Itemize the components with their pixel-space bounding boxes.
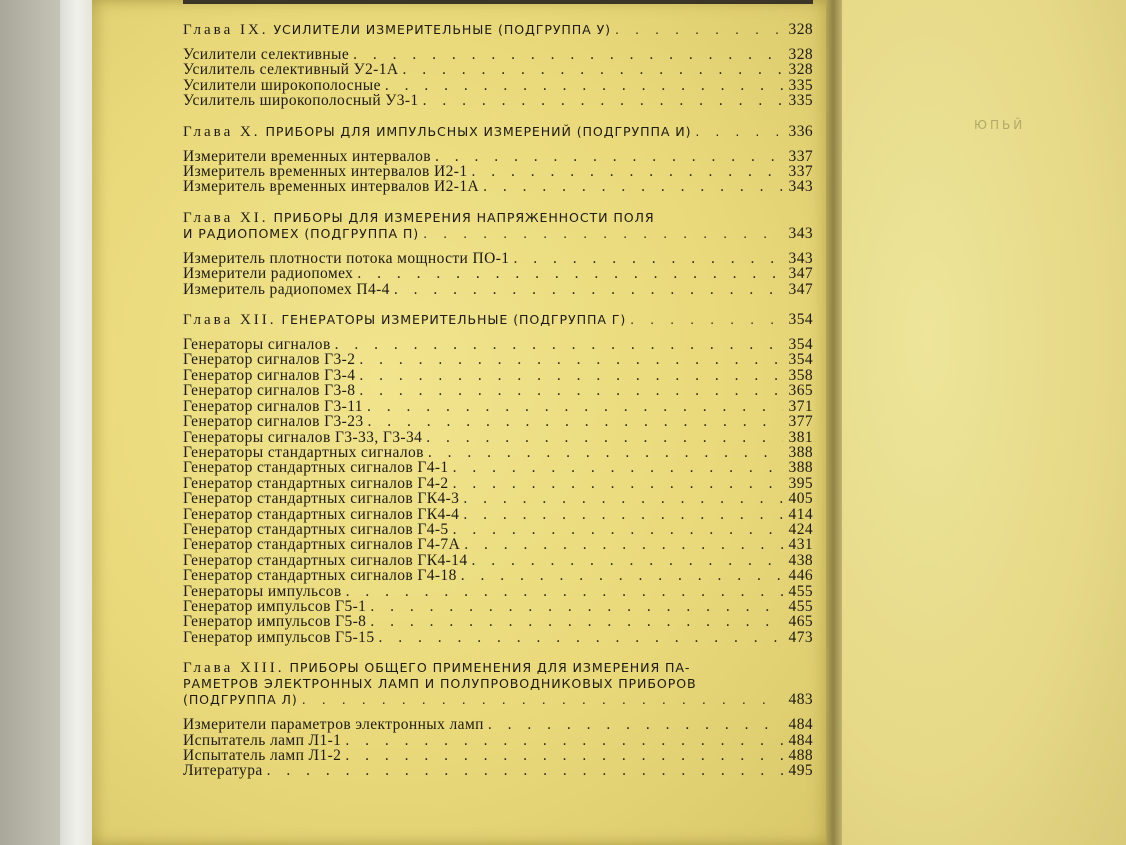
toc-entry-page-number: 431 <box>788 536 813 554</box>
toc-entry <box>183 522 813 537</box>
toc-entry-page-number: 381 <box>788 428 813 446</box>
toc-entry-page-number: 495 <box>788 762 813 780</box>
toc-entry-title: Испытатель ламп Л1-2 <box>183 747 342 764</box>
dot-leader <box>630 312 783 328</box>
toc-entry <box>183 414 813 429</box>
dot-leader <box>267 763 783 778</box>
toc-entry <box>183 553 813 568</box>
toc-entry <box>183 445 813 460</box>
toc-entry-page-number: 337 <box>788 163 813 181</box>
chapter-page-number: 343 <box>788 224 813 242</box>
toc-entry <box>183 251 813 266</box>
dot-leader <box>378 630 783 645</box>
chapter-title-text: ПРИБОРЫ ДЛЯ ИМПУЛЬСНЫХ ИЗМЕРЕНИЙ (ПОДГРУППА И) <box>265 123 692 139</box>
chapter-title-text: ГЕНЕРАТОРЫ ИЗМЕРИТЕЛЬНЫЕ (ПОДГРУППА Г) <box>281 312 627 328</box>
toc-entry-title: Генератор сигналов Г3-11 <box>183 397 363 415</box>
book-gutter <box>826 0 842 845</box>
toc-entry-page-number: 335 <box>788 92 813 110</box>
white-sheet-edge <box>60 0 94 845</box>
toc-entry-title: Измерители параметров электронных ламп <box>183 716 484 734</box>
toc-entry-title: Генераторы импульсов <box>183 582 342 600</box>
chapter-heading <box>183 124 813 140</box>
chapter-title-text: ПРИБОРЫ ОБЩЕГО ПРИМЕНЕНИЯ ДЛЯ ИЗМЕРЕНИЯ ПА- <box>289 660 691 676</box>
toc-entry <box>183 460 813 475</box>
chapter-heading <box>183 312 813 328</box>
toc-entry-page-number: 377 <box>788 413 813 431</box>
toc-entry-page-number: 388 <box>788 459 813 477</box>
dot-leader <box>513 251 783 266</box>
dot-leader <box>370 614 783 629</box>
chapter-title-text: И РАДИОПОМЕХ (ПОДГРУППА П) <box>183 225 420 241</box>
toc-entry <box>183 630 813 645</box>
chapter-number: Глава XII. <box>183 312 277 329</box>
dot-leader <box>345 733 783 748</box>
toc-entry <box>183 717 813 732</box>
chapter-page-number: 336 <box>788 122 813 140</box>
dot-leader <box>359 368 783 383</box>
chapter-title-line <box>183 660 813 676</box>
dot-leader <box>463 491 783 506</box>
toc-entry <box>183 507 813 522</box>
chapter-title-text: ПРИБОРЫ ДЛЯ ИЗМЕРЕНИЯ НАПРЯЖЕННОСТИ ПОЛЯ <box>273 209 655 225</box>
chapter-spacer <box>183 195 813 210</box>
toc-entry-title: Усилители селективные <box>183 46 350 63</box>
toc-entry-title: Генератор стандартных сигналов ГК4-3 <box>183 490 460 508</box>
toc-entry <box>183 399 813 414</box>
toc-entry-page-number: 446 <box>788 567 813 585</box>
chapter-spacer <box>183 297 813 312</box>
toc-entry-page-number: 343 <box>788 249 813 267</box>
dot-leader <box>357 266 783 281</box>
toc-entry-page-number: 337 <box>788 147 813 165</box>
toc-entry-page-number: 395 <box>788 474 813 492</box>
toc-entry <box>183 430 813 445</box>
toc-entry <box>183 266 813 281</box>
toc-entry-title: Генератор стандартных сигналов Г4-2 <box>183 474 449 492</box>
toc-entry-title: Генератор импульсов Г5-1 <box>183 597 367 615</box>
toc-entry-title: Усилитель широкополосный У3-1 <box>183 92 419 110</box>
toc-entry-page-number: 473 <box>788 628 813 646</box>
toc-entry-page-number: 388 <box>788 443 813 461</box>
dot-leader <box>464 537 783 552</box>
toc-entry-title: Генератор стандартных сигналов Г4-18 <box>183 567 457 585</box>
toc-entry-title: Измеритель временных интервалов И2-1 <box>183 163 468 181</box>
toc-entry-title: Измеритель временных интервалов И2-1А <box>183 178 480 196</box>
chapter-title-label <box>183 226 419 242</box>
toc-entry-title: Измерители радиопомех <box>183 265 354 283</box>
chapter-number: Глава X. <box>183 123 261 140</box>
dot-leader <box>488 717 783 732</box>
chapter-title-line <box>183 210 813 226</box>
toc-entry-page-number: 455 <box>788 597 813 615</box>
toc-entry-page-number: 365 <box>788 382 813 400</box>
dot-leader <box>385 78 783 93</box>
toc-entry <box>183 368 813 383</box>
toc-entry-title: Генератор сигналов Г3-4 <box>183 366 356 384</box>
dot-leader <box>453 460 783 475</box>
toc-entry-title: Генератор сигналов Г3-8 <box>183 382 356 400</box>
desk-background <box>0 0 100 845</box>
chapter-number: Глава XIII. <box>183 660 285 677</box>
toc-entry-title: Генератор стандартных сигналов Г4-7А <box>183 536 461 554</box>
toc-entry-page-number: 484 <box>788 716 813 734</box>
dot-leader <box>461 568 783 583</box>
dot-leader <box>394 282 783 297</box>
chapter-page-number: 354 <box>788 311 813 329</box>
dot-leader <box>423 226 783 242</box>
toc-entry <box>183 491 813 506</box>
toc-entry-title: Литература <box>183 762 263 780</box>
toc-entry-page-number: 465 <box>788 613 813 631</box>
chapter-title-text: УСИЛИТЕЛИ ИЗМЕРИТЕЛЬНЫЕ (ПОДГРУППА У) <box>273 22 611 37</box>
dot-leader <box>368 414 783 429</box>
toc-entry <box>183 599 813 614</box>
toc-entry-title: Генератор стандартных сигналов Г4-1 <box>183 459 449 477</box>
bleed-through-text: ЮПЬЙ <box>974 118 1026 132</box>
dot-leader <box>453 476 783 491</box>
toc-entry <box>183 383 813 398</box>
toc-entry <box>183 763 813 778</box>
toc-entry-page-number: 371 <box>788 397 813 415</box>
toc-entry-page-number: 438 <box>788 551 813 569</box>
toc-entry-title: Генератор сигналов Г3-2 <box>183 351 356 369</box>
dot-leader <box>423 93 783 108</box>
toc-entry <box>183 164 813 179</box>
toc-entry <box>183 62 813 77</box>
toc-entry-title: Генераторы сигналов <box>183 336 331 354</box>
dot-leader <box>435 149 783 164</box>
toc-entry-page-number: 414 <box>788 505 813 523</box>
dot-leader <box>370 599 783 614</box>
chapter-page-number: 328 <box>788 21 813 38</box>
chapter-spacer <box>183 645 813 660</box>
toc-entry-page-number: 405 <box>788 490 813 508</box>
chapter-page-number: 483 <box>788 691 813 709</box>
dot-leader <box>428 445 783 460</box>
dot-leader <box>346 584 783 599</box>
chapter-number: Глава XI. <box>183 209 269 226</box>
table-of-contents <box>183 22 813 779</box>
chapter-title-label <box>183 22 611 38</box>
chapter-number: Глава IX. <box>183 22 269 38</box>
chapter-title-text: РАМЕТРОВ ЭЛЕКТРОННЫХ ЛАМП И ПОЛУПРОВОДНИКОВЫХ ПРИБОРОВ <box>183 676 697 692</box>
dot-leader <box>302 692 783 708</box>
chapter-title-label <box>183 692 298 708</box>
toc-entry <box>183 568 813 583</box>
dot-leader <box>353 47 783 62</box>
dot-leader <box>453 522 783 537</box>
toc-entry-page-number: 424 <box>788 520 813 538</box>
toc-entry <box>183 614 813 629</box>
toc-entry-title: Генератор стандартных сигналов ГК4-14 <box>183 551 468 569</box>
toc-entry-title: Усилитель селективный У2-1А <box>183 61 399 79</box>
chapter-title-line <box>183 676 813 692</box>
toc-entry-title: Генератор стандартных сигналов Г4-5 <box>183 520 449 538</box>
dot-leader <box>695 124 783 140</box>
toc-entry-page-number: 488 <box>788 747 813 764</box>
toc-entry <box>183 352 813 367</box>
chapter-title-row <box>183 312 813 328</box>
dot-leader <box>483 179 783 194</box>
chapter-title-row <box>183 124 813 140</box>
toc-entry-title: Испытатель ламп Л1-1 <box>183 731 342 749</box>
toc-entry-title: Измеритель плотности потока мощности ПО-1 <box>183 249 510 267</box>
dot-leader <box>359 383 783 398</box>
chapter-heading <box>183 210 813 242</box>
toc-entry <box>183 78 813 93</box>
toc-entry-page-number: 335 <box>788 76 813 94</box>
dot-leader <box>471 164 783 179</box>
toc-entry-page-number: 354 <box>788 336 813 354</box>
chapter-title-row <box>183 226 813 242</box>
toc-entry <box>183 149 813 164</box>
toc-entry-page-number: 358 <box>788 366 813 384</box>
dot-leader <box>463 507 783 522</box>
toc-entry-title: Измерители временных интервалов <box>183 147 431 165</box>
toc-entry <box>183 47 813 62</box>
toc-entry <box>183 337 813 352</box>
chapter-title-label <box>183 124 691 140</box>
toc-entry <box>183 733 813 748</box>
toc-entry-page-number: 484 <box>788 731 813 749</box>
toc-entry-title: Генераторы сигналов Г3-33, Г3-34 <box>183 428 423 446</box>
dot-leader <box>367 399 783 414</box>
toc-entry <box>183 537 813 552</box>
toc-entry-page-number: 455 <box>788 582 813 600</box>
toc-entry-page-number: 347 <box>788 280 813 298</box>
toc-entry-page-number: 328 <box>788 46 813 63</box>
toc-entry-title: Усилители широкополосные <box>183 76 381 94</box>
toc-entry-title: Измеритель радиопомех П4-4 <box>183 280 390 298</box>
dot-leader <box>471 553 783 568</box>
toc-entry-page-number: 354 <box>788 351 813 369</box>
toc-entry <box>183 584 813 599</box>
toc-entry <box>183 93 813 108</box>
toc-entry-title: Генератор стандартных сигналов ГК4-4 <box>183 505 460 523</box>
chapter-spacer <box>183 109 813 124</box>
chapter-title-text: (ПОДГРУППА Л) <box>183 692 298 708</box>
toc-entry <box>183 476 813 491</box>
chapter-title-row <box>183 692 813 708</box>
dot-leader <box>615 22 783 38</box>
toc-entry-page-number: 343 <box>788 178 813 196</box>
chapter-title-label <box>183 312 626 328</box>
toc-entry-page-number: 328 <box>788 61 813 79</box>
dot-leader <box>359 352 783 367</box>
toc-entry-title: Генератор сигналов Г3-23 <box>183 413 364 431</box>
chapter-title-row <box>183 22 813 38</box>
toc-entry <box>183 282 813 297</box>
toc-entry-title: Генераторы стандартных сигналов <box>183 443 424 461</box>
page-top-band <box>183 0 813 4</box>
toc-entry <box>183 748 813 763</box>
dot-leader <box>402 62 783 77</box>
chapter-heading <box>183 22 813 38</box>
dot-leader <box>426 430 783 445</box>
toc-entry-page-number: 347 <box>788 265 813 283</box>
toc-entry <box>183 179 813 194</box>
dot-leader <box>335 337 783 352</box>
dot-leader <box>345 748 783 763</box>
toc-entry-title: Генератор импульсов Г5-15 <box>183 628 375 646</box>
toc-entry-title: Генератор импульсов Г5-8 <box>183 613 367 631</box>
chapter-heading <box>183 660 813 708</box>
